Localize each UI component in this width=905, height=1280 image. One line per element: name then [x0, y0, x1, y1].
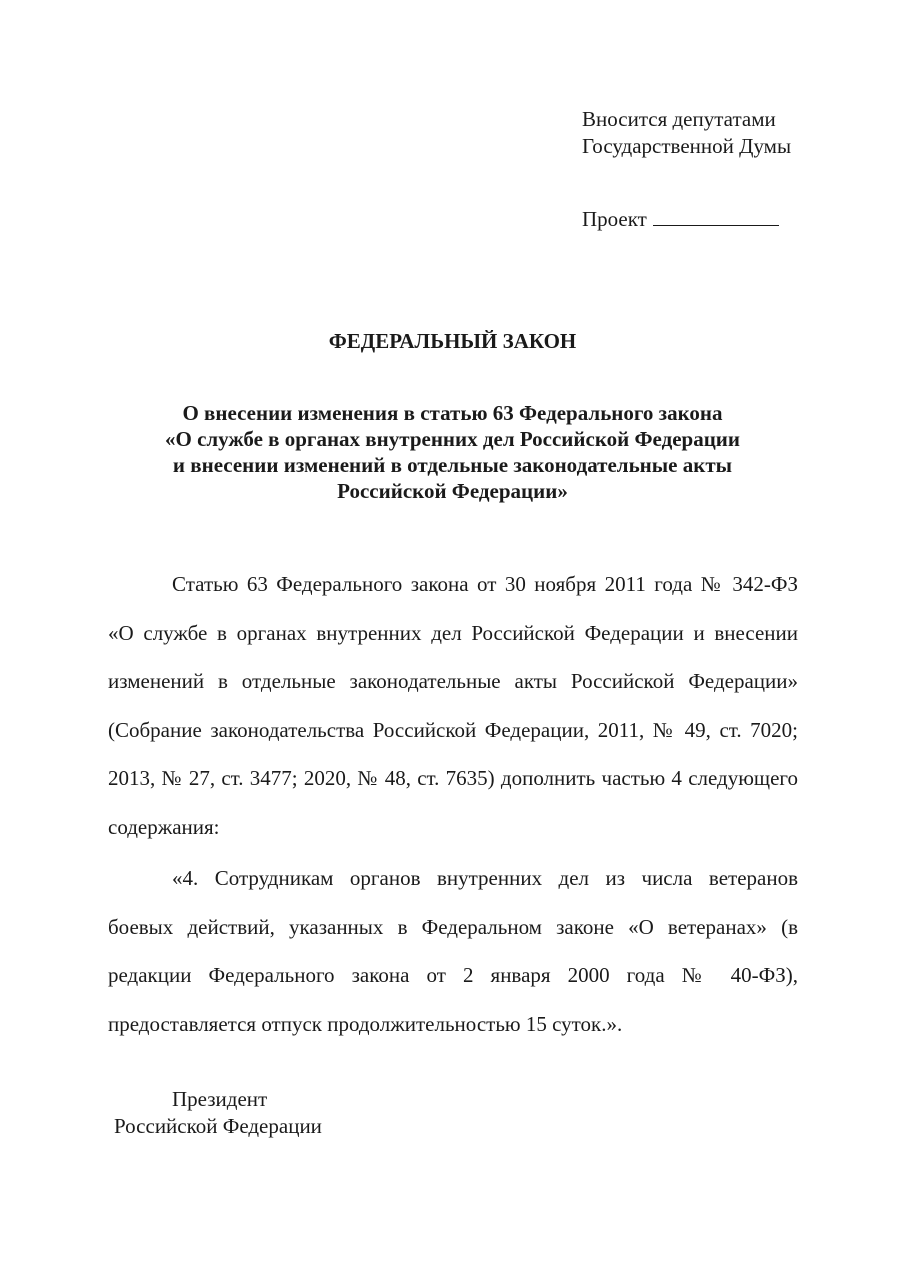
paragraph-line: содержания: — [108, 814, 220, 839]
paragraph-line: Статью 63 Федерального закона от 30 ноября 2011 года № 342-ФЗ — [172, 572, 798, 596]
law-title-line: О внесении изменения в статью 63 Федерального закона — [182, 401, 723, 425]
submitter-line-1: Вносится депутатами — [582, 107, 776, 131]
paragraph-line: редакции Федерального закона от 2 января 2000 года № 40-ФЗ), — [108, 963, 798, 987]
signature-organization: Российской Федерации — [114, 1114, 322, 1138]
submitter-block — [582, 106, 791, 160]
law-title-line: «О службе в органах внутренних дел Российской Федерации — [165, 427, 740, 451]
project-label-block — [582, 206, 779, 233]
paragraph-line: боевых действий, указанных в Федеральном законе «О ветеранах» (в — [108, 914, 798, 939]
project-number-blank — [653, 206, 779, 226]
body-paragraph-2 — [108, 854, 798, 1048]
paragraph-line: «О службе в органах внутренних дел Российской Федерации и внесении — [108, 620, 798, 645]
paragraph-line: предоставляется отпуск продолжительностью 15 суток.». — [108, 1011, 623, 1036]
signature-title: Президент — [172, 1087, 268, 1111]
paragraph-line: изменений в отдельные законодательные акты Российской Федерации» — [108, 669, 798, 693]
document-type-heading: ФЕДЕРАЛЬНЫЙ ЗАКОН — [328, 329, 577, 353]
paragraph-line: «4. Сотрудникам органов внутренних дел из числа ветеранов — [172, 866, 798, 890]
paragraph-line: (Собрание законодательства Российской Федерации, 2011, № 49, ст. 7020; — [108, 717, 798, 742]
law-title — [0, 400, 905, 504]
paragraph-line: 2013, № 27, ст. 3477; 2020, № 48, ст. 7635) дополнить частью 4 следующего — [108, 766, 798, 790]
body-paragraph-1 — [108, 560, 798, 851]
submitter-line-2: Государственной Думы — [582, 134, 792, 158]
project-label: Проект — [582, 207, 647, 231]
law-title-line: и внесении изменений в отдельные законодательные акты — [172, 453, 733, 477]
law-title-line: Российской Федерации» — [337, 479, 568, 503]
